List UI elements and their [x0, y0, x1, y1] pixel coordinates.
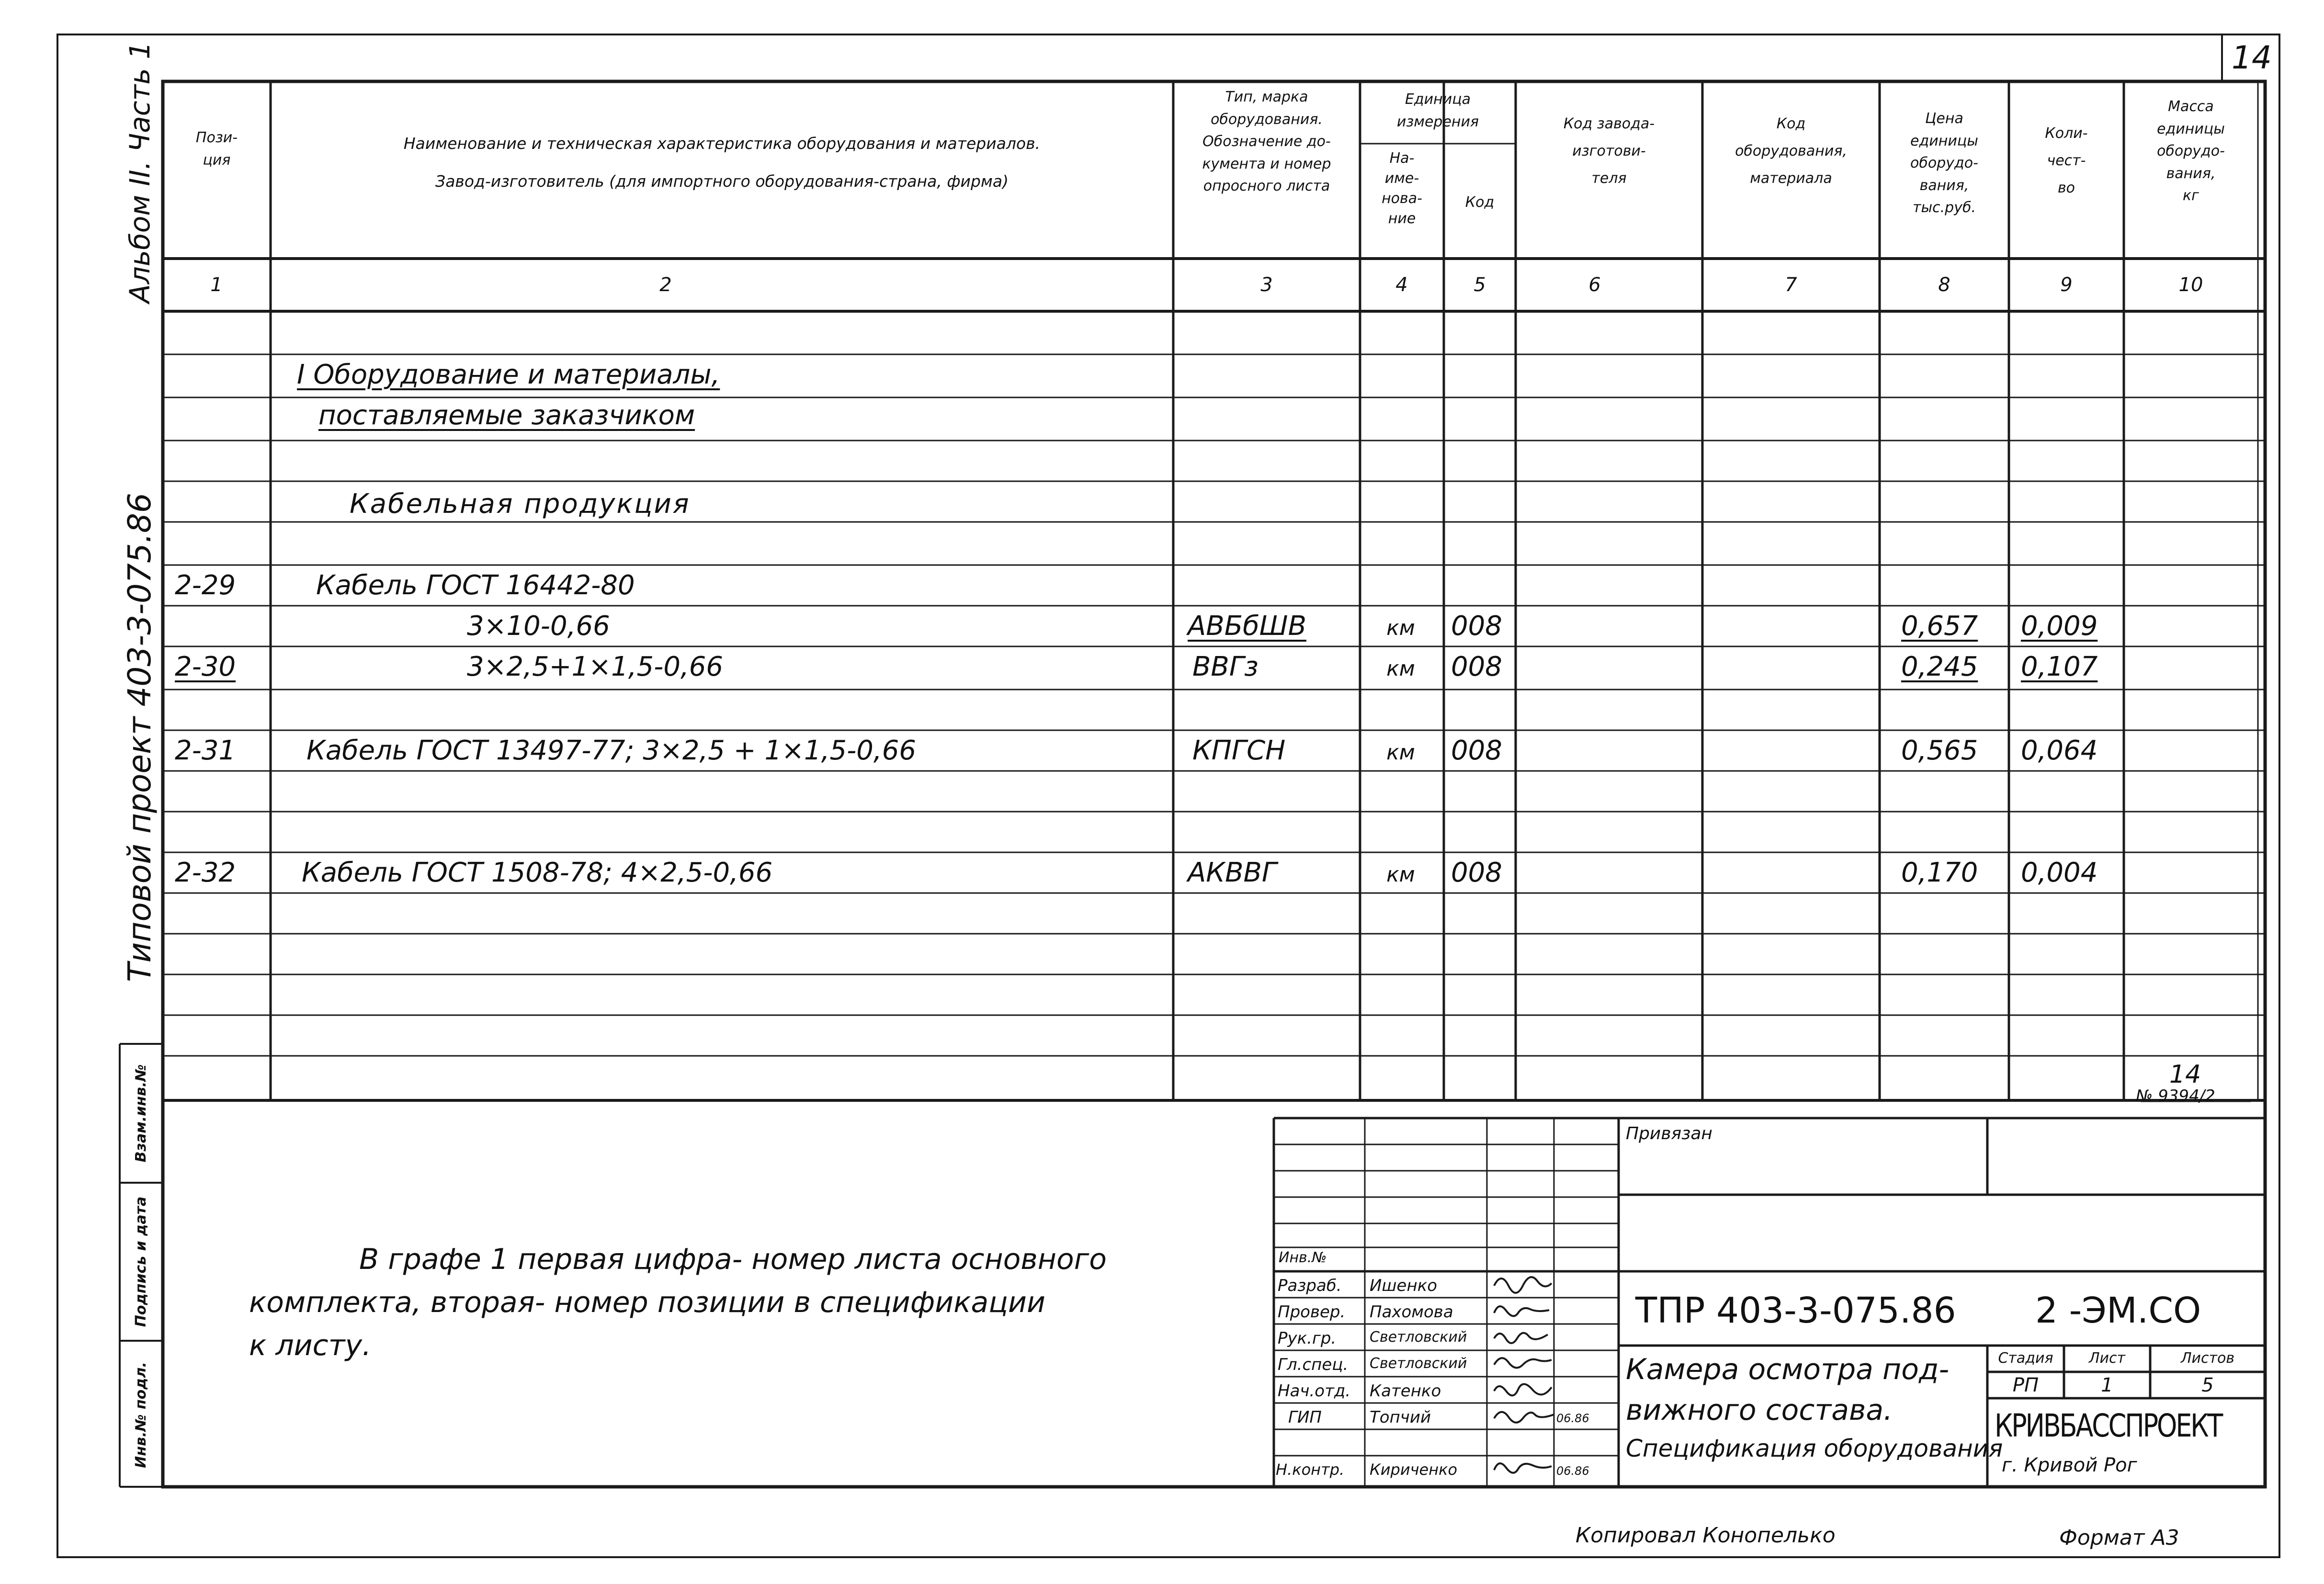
bound-label: Привязан — [1626, 1124, 1712, 1143]
row-name: Кабель ГОСТ 16442-80 — [316, 570, 635, 601]
sign-date: 06.86 — [1556, 1464, 1589, 1478]
column-number: 7 — [1785, 274, 1797, 296]
sign-date-label: Подпись и дата — [133, 1196, 149, 1327]
title-name-line2: вижного состава. — [1626, 1393, 1893, 1427]
sheets-value: 5 — [2201, 1374, 2214, 1396]
header-unit-code: Код — [1465, 194, 1495, 211]
row-name: 3×10-0,66 — [467, 611, 610, 642]
document-code: ТПР 403-3-075.86 — [1635, 1290, 1956, 1331]
organization-city: г. Кривой Рог — [2002, 1454, 2137, 1476]
inv-orig-label: Инв.№ подл. — [133, 1362, 149, 1468]
signatures — [1494, 1277, 1554, 1473]
note-line1: В графе 1 первая цифра- номер листа основного — [359, 1243, 1107, 1276]
row-unit-code: 008 — [1451, 611, 1502, 642]
row-name: Кабель ГОСТ 13497-77; 3×2,5 + 1×1,5-0,66 — [306, 735, 916, 766]
document-mark: 2 -ЭМ.СО — [2035, 1290, 2201, 1331]
person-name: Пахомова — [1370, 1302, 1453, 1322]
project-label: Типовой проект 403-3-075.86 — [121, 493, 158, 982]
row-price: 0,565 — [1901, 735, 1978, 766]
format-label: Формат А3 — [2059, 1526, 2179, 1550]
section-title-line2: поставляемые заказчиком — [318, 400, 695, 431]
row-position: 2-32 — [175, 857, 236, 888]
stage-value: РП — [2012, 1374, 2039, 1396]
row-type: КПГСН — [1192, 735, 1286, 766]
header-type: Тип, марка оборудования. Обозначение до- кумента и номер опросного листа — [1202, 89, 1331, 194]
row-position: 2-30 — [175, 651, 236, 682]
row-unit: км — [1386, 740, 1415, 765]
header-mass: Масса единицы оборудо- вания, кг — [2157, 98, 2225, 204]
inv-number-label: Инв.№ — [1279, 1249, 1327, 1266]
header-equipment-code: Код оборудования, материала — [1735, 115, 1847, 187]
role-label: Разраб. — [1278, 1276, 1342, 1295]
row-type: ВВГз — [1192, 651, 1258, 682]
row-quantity: 0,107 — [2021, 651, 2098, 682]
header-position: Пози- ция — [195, 129, 238, 169]
role-label: Провер. — [1278, 1302, 1346, 1322]
row-quantity: 0,064 — [2021, 735, 2098, 766]
column-number: 6 — [1588, 274, 1601, 296]
sheet-label: Лист — [2088, 1350, 2126, 1367]
row-quantity: 0,009 — [2021, 611, 2098, 642]
column-number: 9 — [2060, 274, 2073, 296]
sheet-mark-number: 14 — [2169, 1060, 2201, 1089]
row-name: 3×2,5+1×1,5-0,66 — [467, 651, 724, 682]
header-quantity: Коли- чест- во — [2045, 125, 2088, 196]
person-name: Топчий — [1370, 1408, 1431, 1427]
header-factory-code: Код завода- изготови- теля — [1563, 115, 1655, 187]
copied-by: Копировал Конопелько — [1576, 1523, 1836, 1548]
header-price: Цена единицы оборудо- вания, тыс.руб. — [1910, 110, 1978, 216]
row-price: 0,170 — [1901, 857, 1978, 888]
header-name: Наименование и техническая характеристика оборудования и материалов. Завод-изготовитель (для импортного оборудования-страна, фирма) — [403, 134, 1041, 191]
section-title-line1: I Оборудование и материалы, — [297, 359, 720, 390]
role-label: Гл.спец. — [1278, 1355, 1349, 1374]
row-price: 0,657 — [1901, 611, 1978, 642]
sheet-value: 1 — [2101, 1374, 2113, 1396]
column-number: 3 — [1260, 274, 1273, 296]
row-type: АВБбШВ — [1188, 611, 1306, 642]
column-number: 2 — [659, 274, 672, 296]
role-label: ГИП — [1288, 1408, 1322, 1427]
title-name-line1: Камера осмотра под- — [1626, 1353, 1950, 1386]
sheet-mark-reg: № 9394/2 — [2136, 1086, 2215, 1106]
column-number: 1 — [210, 274, 223, 296]
inv-dup-label: Взам.инв.№ — [133, 1064, 149, 1163]
row-quantity: 0,004 — [2021, 857, 2098, 888]
row-unit: км — [1386, 656, 1415, 681]
role-label: Рук.гр. — [1278, 1329, 1337, 1348]
column-number: 10 — [2178, 274, 2203, 296]
page-number: 14 — [2232, 39, 2272, 76]
row-position: 2-29 — [175, 570, 236, 601]
role-label: Н.контр. — [1276, 1460, 1345, 1479]
row-unit-code: 008 — [1451, 651, 1502, 682]
note-line2: комплекта, вторая- номер позиции в спецификации — [249, 1286, 1046, 1319]
row-unit-code: 008 — [1451, 857, 1502, 888]
sign-date: 06.86 — [1556, 1412, 1589, 1425]
header-unit-group: Единица измерения — [1396, 91, 1479, 130]
row-type: АКВВГ — [1188, 857, 1277, 888]
row-name: Кабель ГОСТ 1508-78; 4×2,5-0,66 — [302, 857, 773, 888]
person-name: Светловский — [1370, 1355, 1467, 1372]
album-label: Альбом II. Часть 1 — [124, 42, 156, 303]
organization-name: КРИВБАССПРОЕКТ — [1995, 1407, 2222, 1444]
person-name: Катенко — [1370, 1381, 1441, 1401]
column-number: 5 — [1474, 274, 1486, 296]
sheets-label: Листов — [2180, 1350, 2235, 1367]
header-unit-name: На- име- нова- ние — [1382, 150, 1422, 227]
row-unit: км — [1386, 862, 1415, 887]
note-line3: к листу. — [249, 1329, 372, 1362]
column-number: 8 — [1938, 274, 1950, 296]
row-unit: км — [1386, 616, 1415, 640]
row-price: 0,245 — [1901, 651, 1978, 682]
person-name: Кириченко — [1370, 1460, 1458, 1479]
row-unit-code: 008 — [1451, 735, 1502, 766]
title-name-line3: Спецификация оборудования — [1626, 1435, 2003, 1462]
role-label: Нач.отд. — [1278, 1381, 1351, 1401]
stage-label: Стадия — [1998, 1350, 2053, 1367]
person-name: Ишенко — [1370, 1276, 1438, 1295]
person-name: Светловский — [1370, 1329, 1467, 1346]
column-number: 4 — [1395, 274, 1408, 296]
subsection-title: Кабельная продукция — [350, 488, 691, 520]
row-position: 2-31 — [175, 735, 236, 766]
